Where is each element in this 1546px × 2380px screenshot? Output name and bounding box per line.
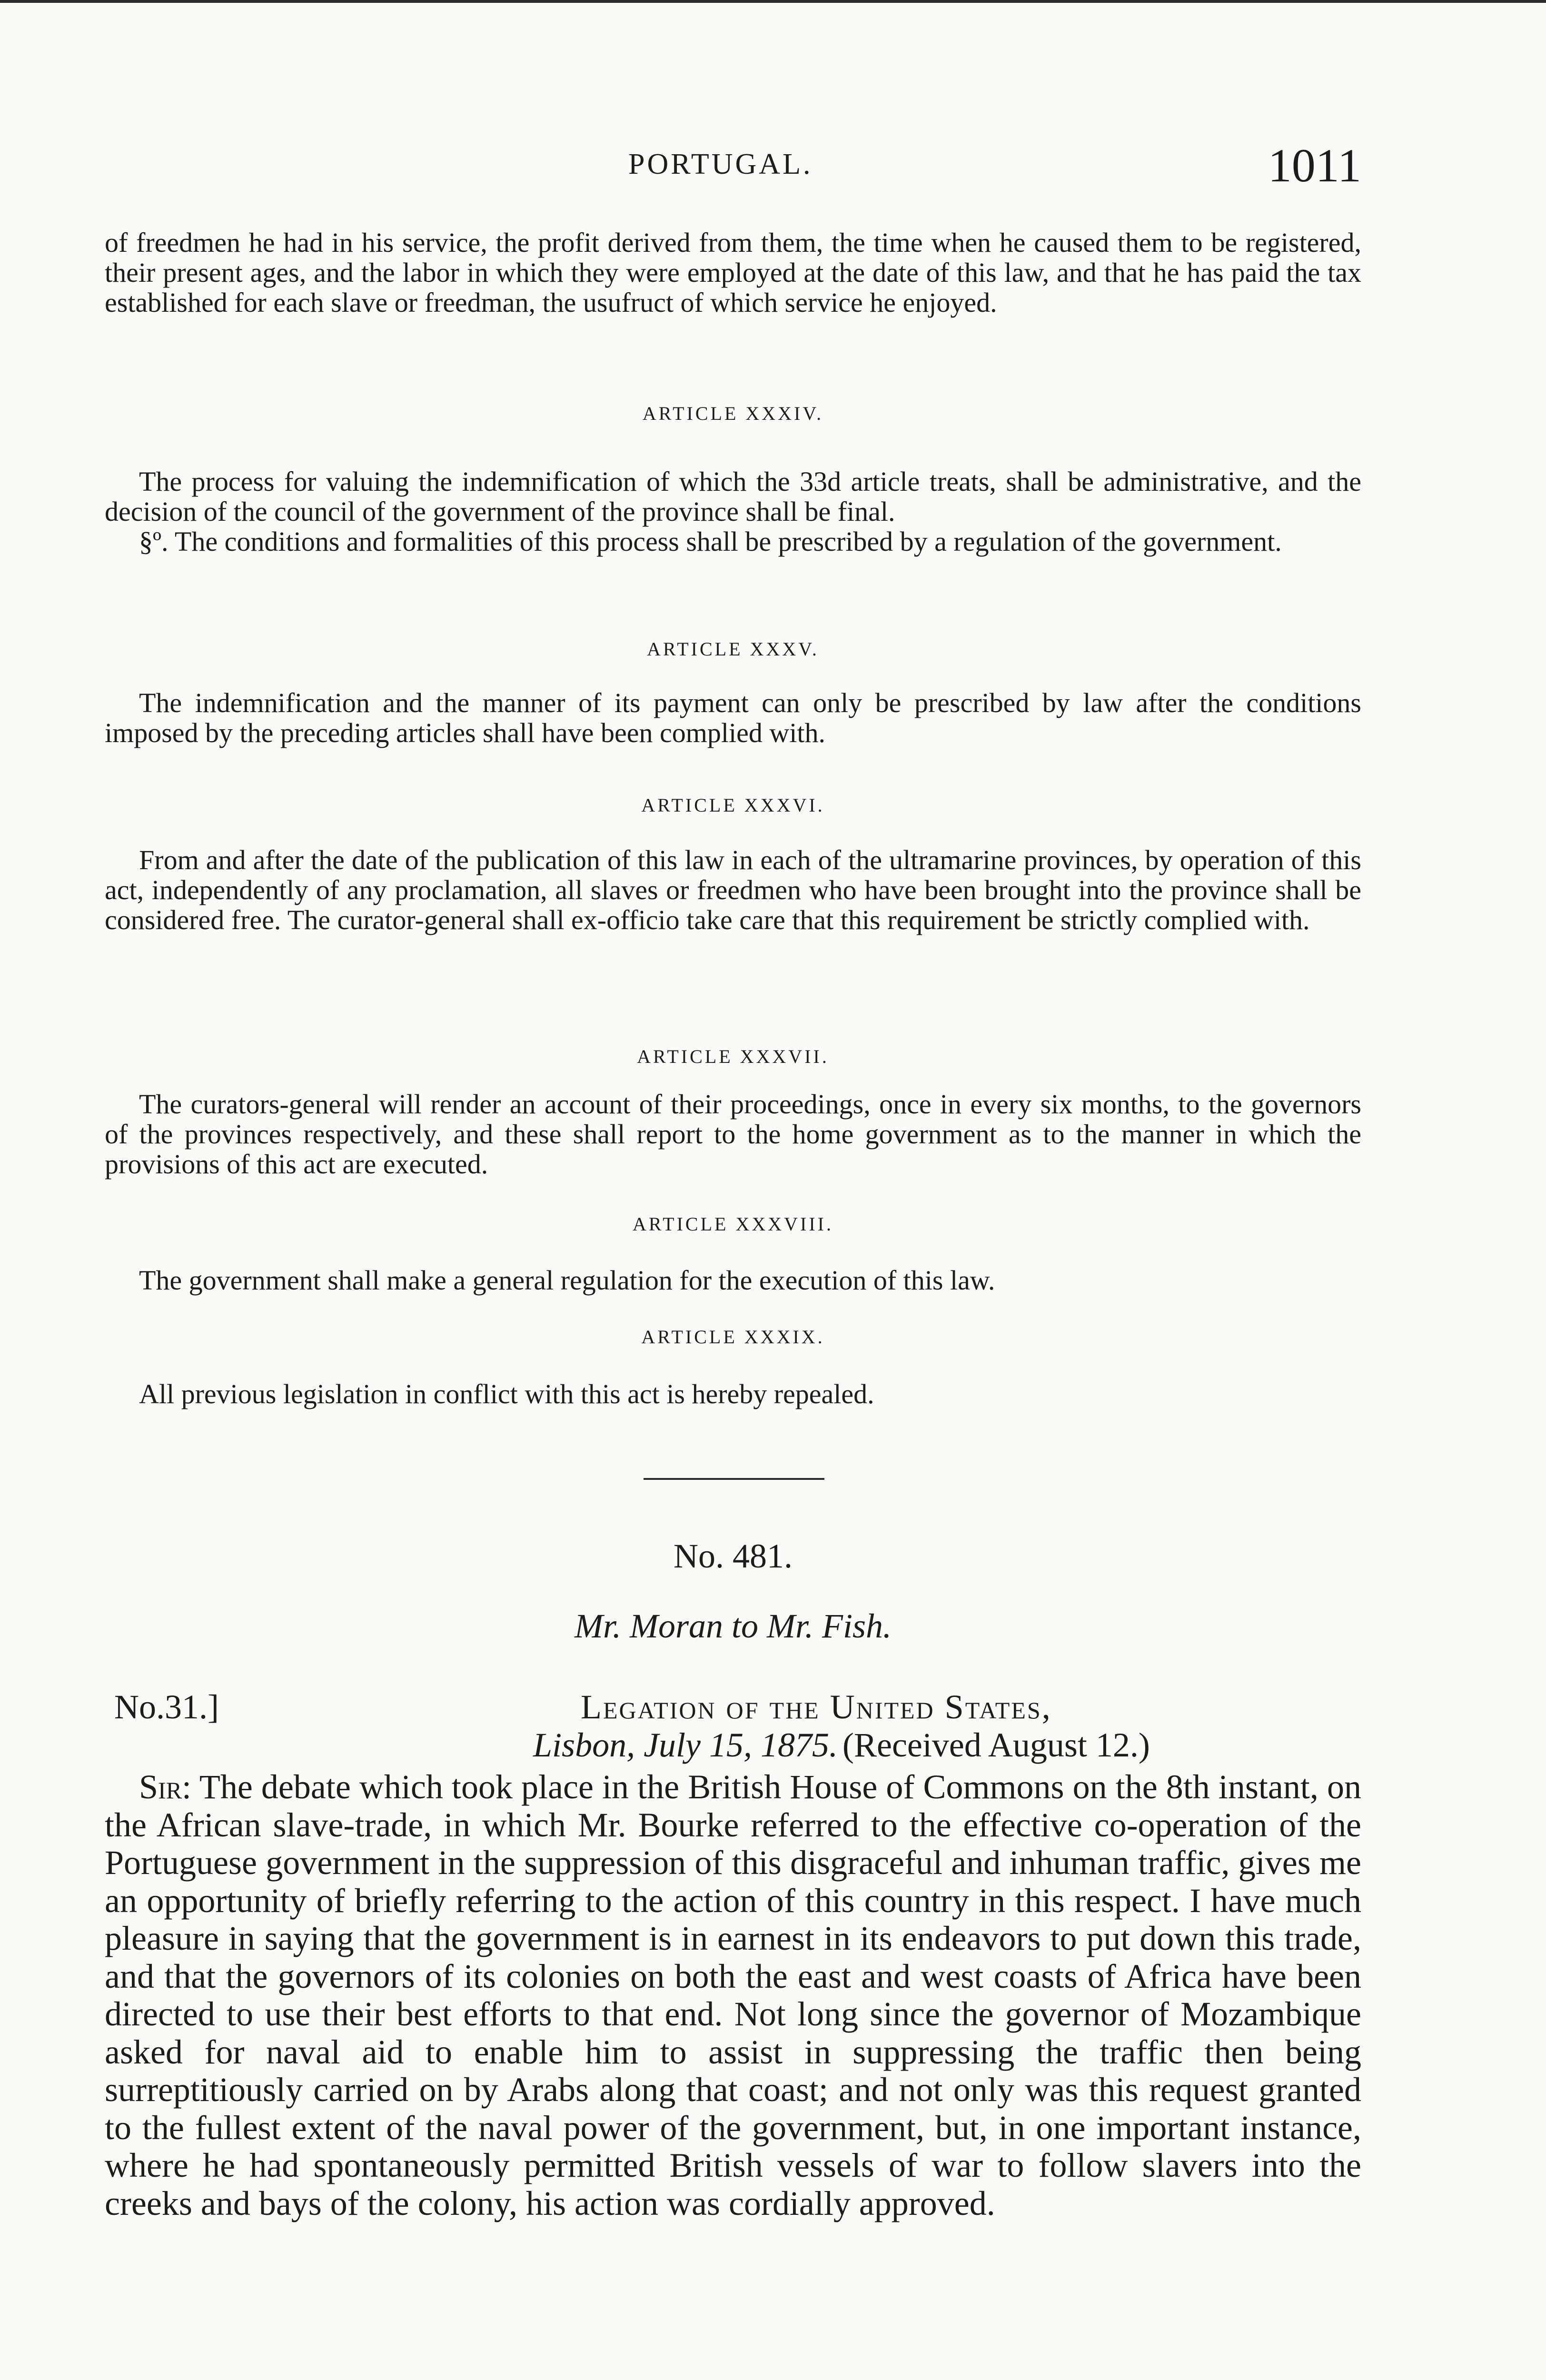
salutation: Sir:	[139, 1768, 192, 1806]
running-title: PORTUGAL.	[628, 148, 813, 180]
article-heading-34: ARTICLE XXXIV.	[642, 403, 824, 424]
paragraph-text: The curators-general will render an account of their proceedings, once in every six months, to the governors of the provinces respectively, and these shall report to the home government as to the manner in which the provisions of this act are executed.	[105, 1089, 1361, 1180]
article-37-body	[105, 1089, 1361, 1179]
page-number: 1011	[1268, 139, 1361, 192]
letter-text: The debate which took place in the British House of Commons on the 8th instant, on the African slave-trade, in which Mr. Bourke referred to the effective co-operation of the Portuguese government in the suppression of this disgraceful and inhuman traffic, gives me an opportunity of briefly referring to the action of this country in this respect. I have much pleasure in saying that the government is in earnest in its endeavors to put down this trade, and that the governors of its colonies on both the east and west coasts of Africa have been directed to use their best efforts to that end. Not long since the governor of Mozambique asked for naval aid to enable him to assist in suppressing the traffic then being surreptitiously carried on by Arabs along that coast; and not only was this request granted to the fullest extent of the naval power of the government, but, in one important instance, where he had spontaneously permitted British vessels of war to follow slavers into the creeks and bays of the colony, his action was cordially approved.	[105, 1768, 1361, 2222]
letter-paragraph	[105, 1768, 1361, 2222]
article-heading-38: ARTICLE XXXVIII.	[633, 1213, 833, 1235]
dispatch-number: No.31.]	[114, 1688, 219, 1726]
article-heading-35: ARTICLE XXXV.	[647, 638, 819, 660]
document-number: No. 481.	[674, 1537, 793, 1575]
running-head	[105, 138, 1361, 190]
received-date: (Received August 12.)	[842, 1726, 1150, 1764]
document-title: Mr. Moran to Mr. Fish.	[574, 1607, 892, 1645]
dateline	[105, 1687, 1361, 1773]
section-divider	[644, 1478, 824, 1480]
paragraph-text: The indemnification and the manner of its payment can only be prescribed by law after the conditions imposed by the preceding articles shall have been complied with.	[105, 687, 1361, 748]
article-heading-36: ARTICLE XXXVI.	[641, 794, 825, 816]
dispatch-date: Lisbon, July 15, 1875.	[533, 1726, 838, 1764]
article-35-body	[105, 688, 1361, 748]
article-34-body	[105, 466, 1361, 556]
article-heading-37: ARTICLE XXXVII.	[637, 1046, 829, 1067]
article-38-body	[105, 1265, 1361, 1295]
article-39-body	[105, 1379, 1361, 1409]
continuation-paragraph	[105, 228, 1361, 317]
paragraph-text: of freedmen he had in his service, the profit derived from them, the time when he caused them to be registered, their present ages, and the labor in which they were employed at the date of this law, and that he has paid the tax established for each slave or freedman, the usufruct of which service he enjoyed.	[105, 227, 1361, 318]
paragraph-text: The process for valuing the indemnification of which the 33d article treats, shall be administrative, and the decision of the council of the government of the province shall be final.	[105, 466, 1361, 527]
paragraph-text: From and after the date of the publication of this law in each of the ultramarine provinces, by operation of this act, independently of any proclamation, all slaves or freedmen who have been brought into the province shall be considered free. The curator-general shall ex-officio take care that this requirement be strictly complied with.	[105, 844, 1361, 935]
top-border	[0, 0, 1546, 3]
paragraph-text: The government shall make a general regulation for the execution of this law.	[139, 1265, 995, 1296]
legation-name: Legation of the United States,	[581, 1688, 1052, 1726]
article-36-body	[105, 845, 1361, 935]
article-heading-39: ARTICLE XXXIX.	[641, 1326, 825, 1348]
letter-body	[105, 1768, 1361, 2222]
paragraph-text: All previous legislation in conflict with this act is hereby repealed.	[139, 1378, 874, 1409]
section-paragraph: §º. The conditions and formalities of this process shall be prescribed by a regulation of the government.	[139, 526, 1282, 557]
